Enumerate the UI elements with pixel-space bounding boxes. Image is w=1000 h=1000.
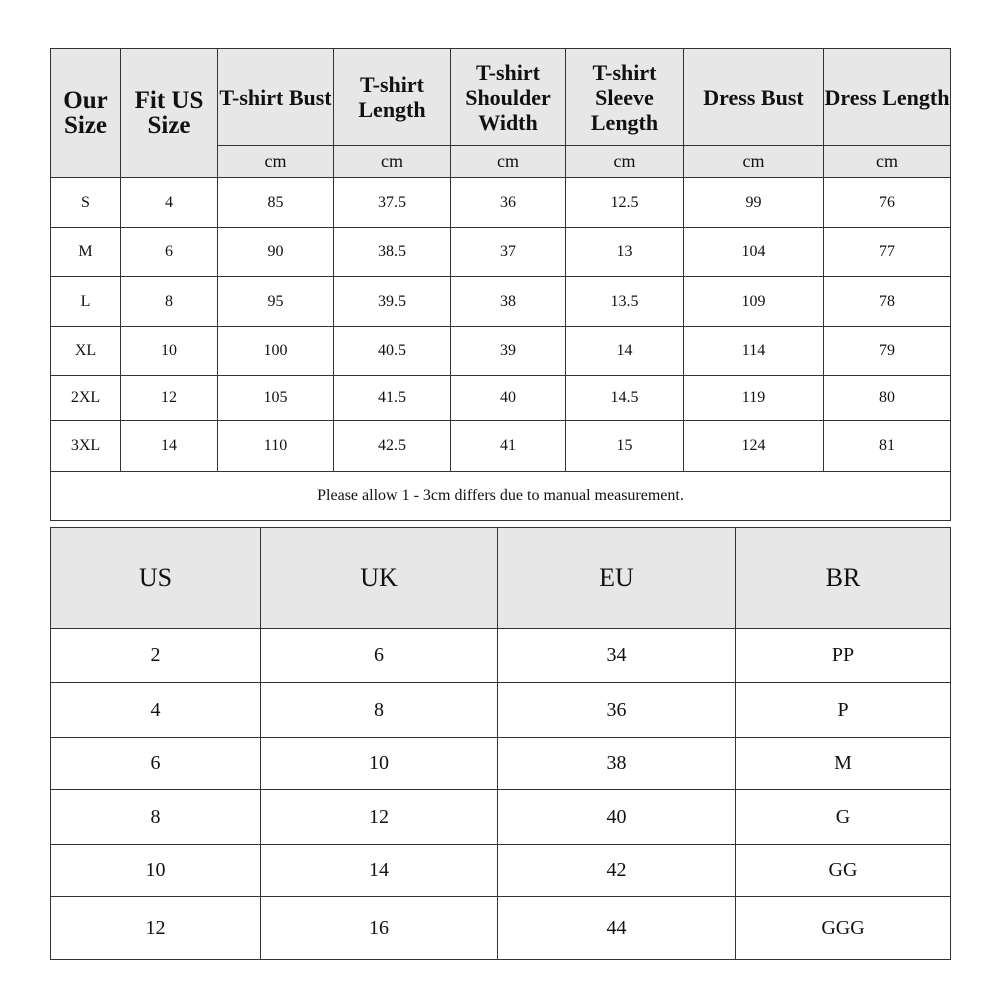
size-cell: 38 [451,277,566,327]
size-cell: 40.5 [334,327,451,376]
conversion-cell: 4 [51,683,261,738]
unit-label: cm [218,146,334,178]
conversion-cell: 42 [498,845,736,897]
size-cell: L [51,277,121,327]
table-row [51,178,951,228]
unit-label: cm [566,146,684,178]
size-cell: 12 [121,376,218,421]
conversion-cell: 2 [51,629,261,683]
unit-label: cm [684,146,824,178]
table-row [51,897,951,960]
size-cell: 99 [684,178,824,228]
header-fit-us-size: Fit US Size [121,49,218,178]
size-cell: 90 [218,228,334,277]
conversion-cell: M [736,738,951,790]
size-cell: 41.5 [334,376,451,421]
size-conversion-table [50,527,951,960]
size-cell: 77 [824,228,951,277]
header-eu: EU [498,528,736,629]
header-tshirt-bust: T-shirt Bust [218,49,334,146]
measurement-note: Please allow 1 - 3cm differs due to manual measurement. [51,472,951,521]
conversion-cell: 40 [498,790,736,845]
size-cell: 38.5 [334,228,451,277]
table-row [51,845,951,897]
header-us: US [51,528,261,629]
size-cell: 41 [451,421,566,472]
header-dress-bust: Dress Bust [684,49,824,146]
size-cell: 3XL [51,421,121,472]
table-row [51,421,951,472]
size-cell: 14 [121,421,218,472]
size-cell: 110 [218,421,334,472]
unit-label: cm [451,146,566,178]
conversion-cell: GGG [736,897,951,960]
header-dress-length: Dress Length [824,49,951,146]
size-cell: M [51,228,121,277]
size-cell: 4 [121,178,218,228]
note-row [51,472,951,521]
size-cell: 6 [121,228,218,277]
size-cell: 13 [566,228,684,277]
table-row [51,629,951,683]
size-cell: 81 [824,421,951,472]
size-cell: 36 [451,178,566,228]
size-cell: 114 [684,327,824,376]
size-cell: 119 [684,376,824,421]
size-cell: 76 [824,178,951,228]
conversion-cell: PP [736,629,951,683]
size-cell: XL [51,327,121,376]
table-row [51,683,951,738]
size-cell: 95 [218,277,334,327]
size-cell: 15 [566,421,684,472]
size-cell: 79 [824,327,951,376]
conversion-cell: 14 [261,845,498,897]
header-tshirt-shoulder-width: T-shirt Shoulder Width [451,49,566,146]
conversion-cell: P [736,683,951,738]
conversion-cell: GG [736,845,951,897]
table-row [51,790,951,845]
size-cell: 14.5 [566,376,684,421]
conversion-cell: 8 [51,790,261,845]
size-header-row [51,49,951,146]
conversion-cell: 36 [498,683,736,738]
size-cell: 37 [451,228,566,277]
size-cell: 40 [451,376,566,421]
conversion-cell: G [736,790,951,845]
size-cell: 78 [824,277,951,327]
size-cell: 100 [218,327,334,376]
size-cell: 104 [684,228,824,277]
unit-label: cm [824,146,951,178]
conversion-cell: 10 [261,738,498,790]
size-cell: 109 [684,277,824,327]
size-cell: 14 [566,327,684,376]
size-cell: 2XL [51,376,121,421]
header-uk: UK [261,528,498,629]
conversion-cell: 10 [51,845,261,897]
conversion-cell: 6 [261,629,498,683]
conversion-cell: 38 [498,738,736,790]
table-row [51,228,951,277]
conversion-cell: 12 [261,790,498,845]
conversion-cell: 44 [498,897,736,960]
size-cell: 39.5 [334,277,451,327]
size-chart-table [50,48,951,521]
table-row [51,327,951,376]
size-cell: S [51,178,121,228]
size-cell: 42.5 [334,421,451,472]
table-row [51,277,951,327]
size-cell: 37.5 [334,178,451,228]
unit-label: cm [334,146,451,178]
conversion-cell: 6 [51,738,261,790]
size-cell: 10 [121,327,218,376]
size-cell: 12.5 [566,178,684,228]
size-cell: 13.5 [566,277,684,327]
table-row [51,376,951,421]
header-our-size: Our Size [51,49,121,178]
size-cell: 85 [218,178,334,228]
size-cell: 105 [218,376,334,421]
size-cell: 124 [684,421,824,472]
header-br: BR [736,528,951,629]
table-row [51,738,951,790]
header-tshirt-sleeve-length: T-shirt Sleeve Length [566,49,684,146]
conversion-header-row [51,528,951,629]
conversion-cell: 12 [51,897,261,960]
conversion-cell: 8 [261,683,498,738]
size-cell: 8 [121,277,218,327]
conversion-cell: 34 [498,629,736,683]
size-cell: 80 [824,376,951,421]
size-cell: 39 [451,327,566,376]
conversion-cell: 16 [261,897,498,960]
header-tshirt-length: T-shirt Length [334,49,451,146]
